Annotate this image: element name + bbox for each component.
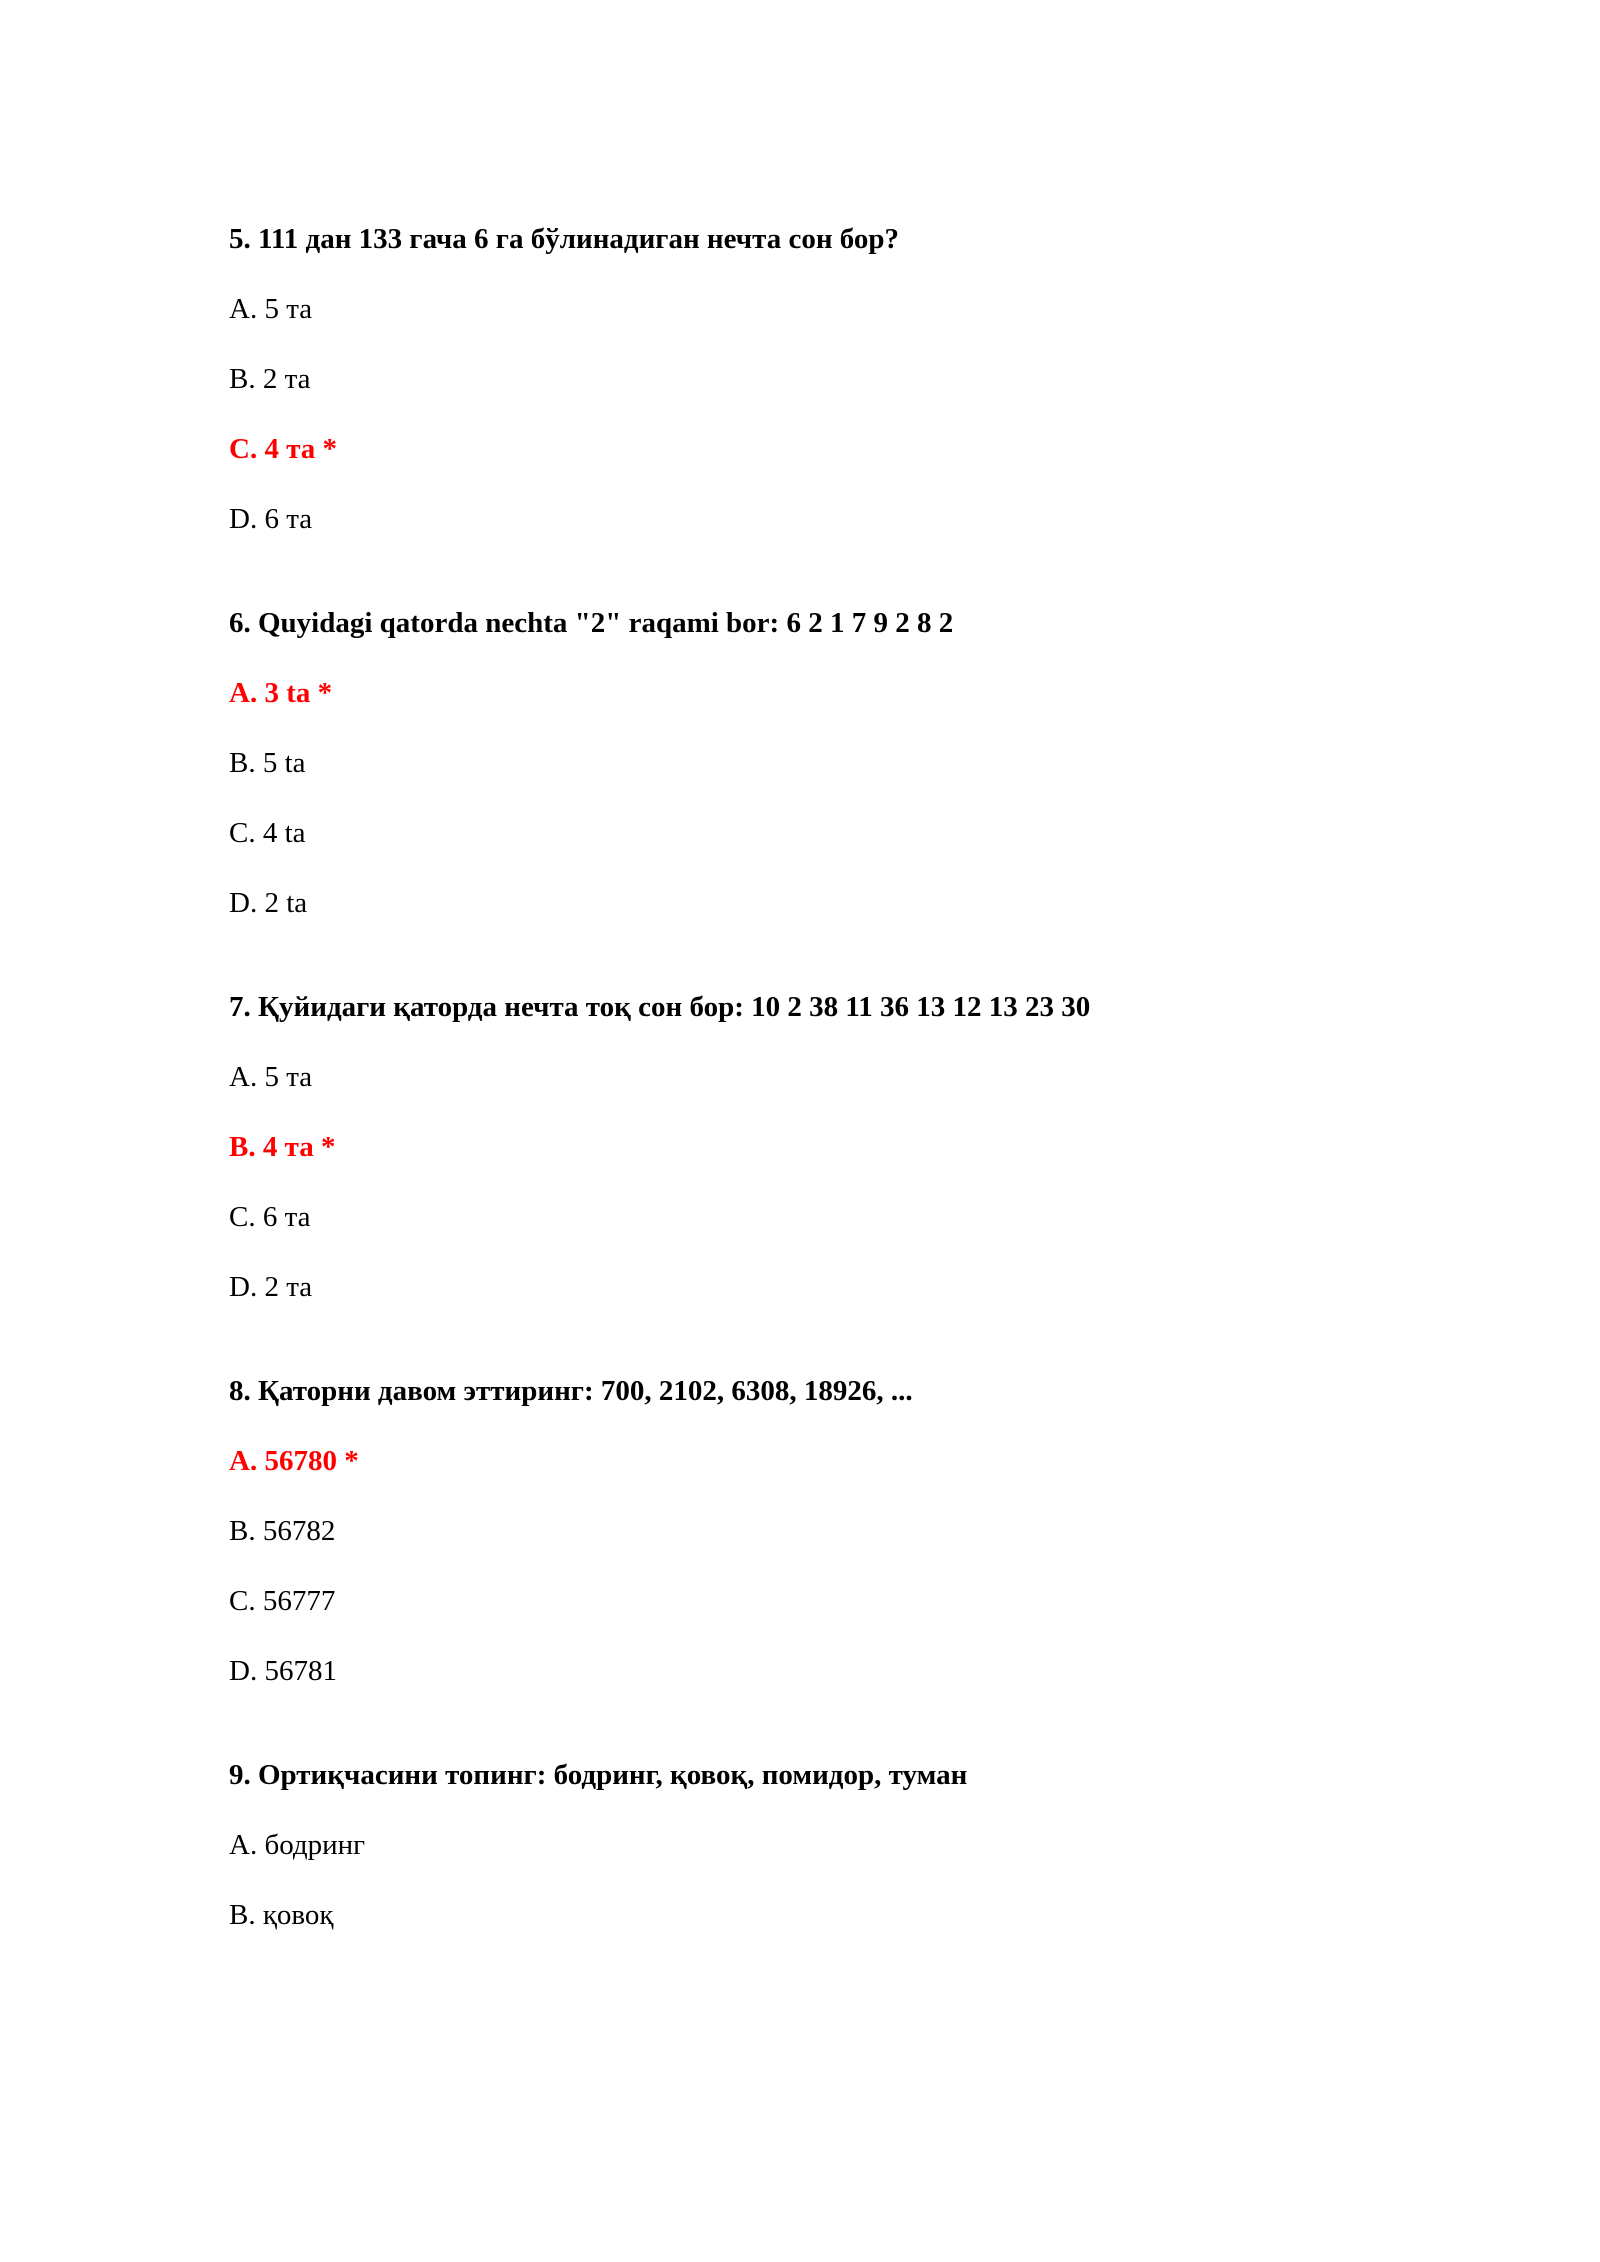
question-text: 5. 111 дан 133 гача 6 га бўлинадиган нечта сон бор? (229, 223, 900, 255)
option-b: B. 2 та (229, 363, 311, 395)
option-c: C. 56777 (229, 1585, 336, 1617)
option-d: D. 2 та (229, 1271, 313, 1303)
option-d: D. 6 та (229, 503, 313, 535)
option-d: D. 56781 (229, 1655, 337, 1687)
option-c-correct: C. 4 та * (229, 433, 338, 465)
option-c: C. 6 та (229, 1201, 311, 1233)
question-text: 6. Quyidagi qatorda nechta "2" raqami bor: 6 2 1 7 9 2 8 2 (229, 607, 954, 639)
question-6 (229, 603, 1429, 923)
question-9 (229, 1755, 1429, 1935)
option-b-correct: B. 4 та * (229, 1131, 336, 1163)
question-8 (229, 1371, 1429, 1691)
option-a-correct: A. 56780 * (229, 1445, 359, 1477)
option-a-correct: A. 3 ta * (229, 677, 333, 709)
option-a: A. бодринг (229, 1829, 366, 1861)
question-7 (229, 987, 1429, 1307)
option-b: B. 56782 (229, 1515, 336, 1547)
question-text: 8. Қаторни давом эттиринг: 700, 2102, 6308, 18926, ... (229, 1375, 913, 1407)
option-b: B. қовоқ (229, 1899, 334, 1931)
option-a: A. 5 та (229, 1061, 313, 1093)
question-5 (229, 219, 1429, 539)
option-c: C. 4 ta (229, 817, 306, 849)
option-d: D. 2 ta (229, 887, 308, 919)
option-b: B. 5 ta (229, 747, 306, 779)
document-page (229, 219, 1429, 1935)
question-text: 9. Ортиқчасини топинг: бодринг, қовоқ, помидор, туман (229, 1759, 968, 1791)
option-a: A. 5 та (229, 293, 313, 325)
question-text: 7. Қуйидаги қаторда нечта тоқ сон бор: 10 2 38 11 36 13 12 13 23 30 (229, 991, 1091, 1023)
